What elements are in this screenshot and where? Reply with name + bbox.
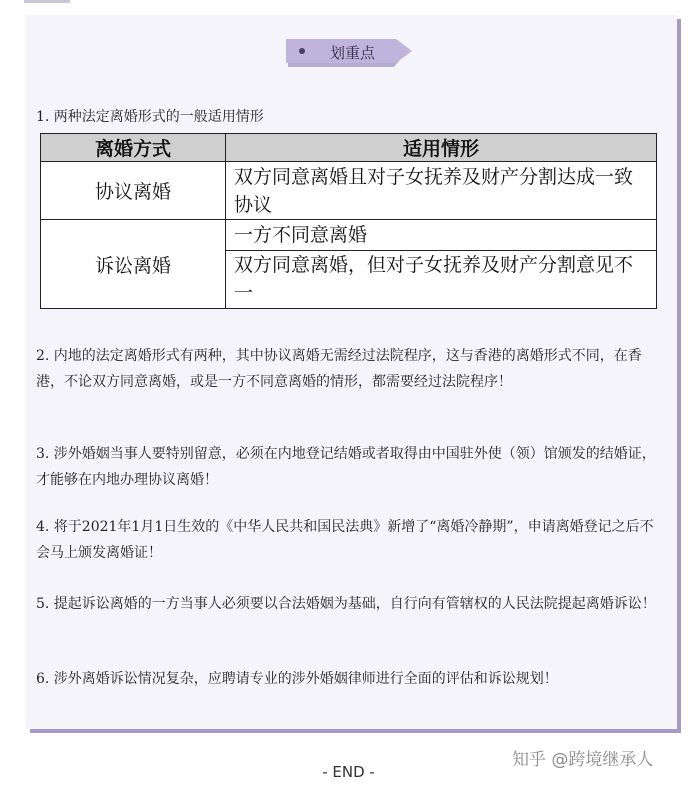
condition-cell: 双方同意离婚，但对子女抚养及财产分割意见不一	[226, 250, 657, 308]
divorce-type-cell: 协议离婚	[41, 162, 226, 220]
condition-cell: 一方不同意离婚	[226, 220, 657, 250]
divorce-type-cell: 诉讼离婚	[41, 220, 226, 309]
column-header: 离婚方式	[41, 134, 226, 162]
highlight-tag	[286, 37, 412, 67]
content-card	[26, 15, 677, 729]
source-watermark: 知乎 @跨境继承人	[512, 750, 654, 770]
divorce-types-table	[40, 133, 657, 309]
table-header-row	[41, 134, 657, 162]
table-row	[41, 162, 657, 220]
tag-label: 划重点	[330, 44, 376, 62]
column-header: 适用情形	[226, 134, 657, 162]
bullet-dot-icon	[299, 48, 305, 54]
section-heading: 1. 两种法定离婚形式的一般适用情形	[36, 109, 264, 125]
divorce-table-container	[40, 133, 657, 309]
point-paragraph: 6. 涉外离婚诉讼情况复杂，应聘请专业的涉外婚姻律师进行全面的评估和诉讼规划！	[36, 671, 558, 687]
top-divider	[24, 0, 70, 3]
point-paragraph: 4. 将于2021年1月1日生效的《中华人民共和国民法典》新增了“离婚冷静期”，申请离婚登记之后不会马上颁发离婚证！	[36, 519, 654, 561]
point-paragraph: 2. 内地的法定离婚形式有两种，其中协议离婚无需经过法院程序，这与香港的离婚形式不同，在香港，不论双方同意离婚，或是一方不同意离婚的情形，都需要经过法院程序！	[36, 348, 642, 390]
point-paragraph: 3. 涉外婚姻当事人要特别留意，必须在内地登记结婚或者取得由中国驻外使（领）馆颁发的结婚证，才能够在内地办理协议离婚！	[36, 446, 656, 488]
condition-cell: 双方同意离婚且对子女抚养及财产分割达成一致协议	[226, 162, 657, 220]
point-paragraph: 5. 提起诉讼离婚的一方当事人必须要以合法婚姻为基础，自行向有管辖权的人民法院提起离婚诉讼！	[36, 596, 656, 612]
end-marker: - END -	[322, 763, 375, 781]
table-row	[41, 220, 657, 250]
